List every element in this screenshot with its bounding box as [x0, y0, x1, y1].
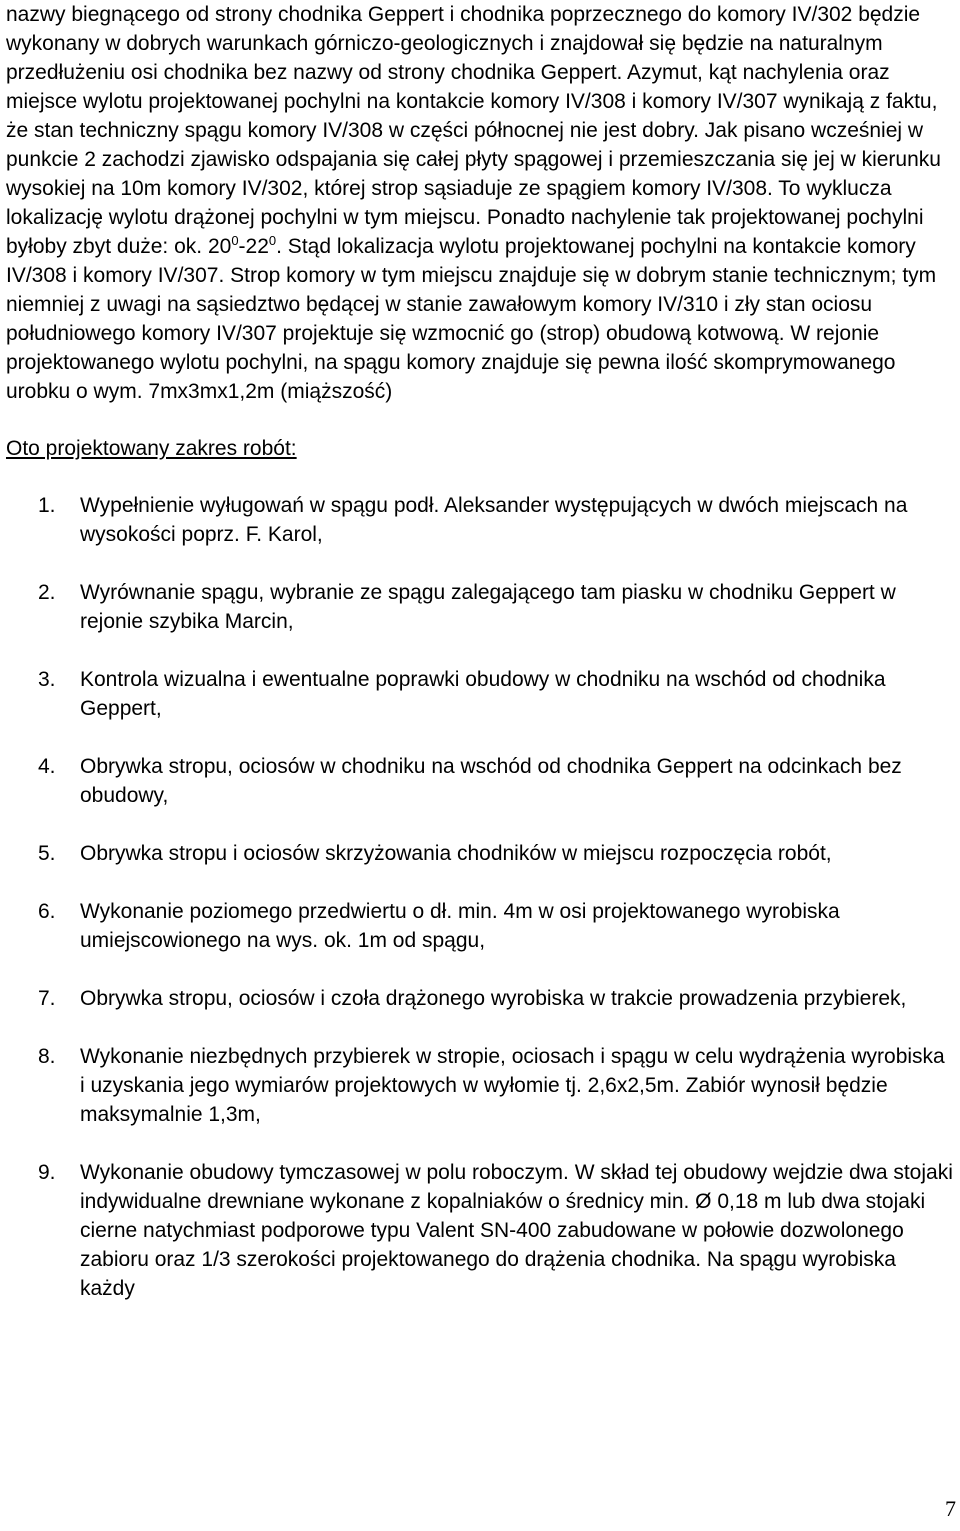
- list-item: [6, 839, 954, 868]
- list-item: [6, 1158, 954, 1303]
- list-item-text: Wyrównanie spągu, wybranie ze spągu zalegającego tam piasku w chodniku Geppert w rejonie szybika Marcin,: [80, 581, 896, 633]
- intro-text-3: . Stąd lokalizacja wylotu projektowanej pochylni na kontakcie komory IV/308 i komory IV/307. Strop komory w tym miejscu znajduje się w dobrym stanie technicznym; tym niemniej z uwagi na sąsiedztwo będącej w stanie zawałowym komory IV/310 i zły stan ociosu południowego komory IV/307 projektuje się wzmocnić go (strop) obudową kotwową. W rejonie projektowanego wylotu pochylni, na spągu komory znajduje się pewna ilość skomprymowanego urobku o wym. 7mx3mx1,2m (miąższość): [6, 235, 937, 403]
- list-item-text: Wykonanie poziomego przedwiertu o dł. min. 4m w osi projektowanego wyrobiska umiejscowionego na wys. ok. 1m od spągu,: [80, 900, 840, 952]
- page-number: 7: [945, 1496, 956, 1521]
- list-item-number: 9.: [38, 1161, 56, 1184]
- list-item-text: Wypełnienie wyługowań w spągu podł. Aleksander występujących w dwóch miejscach na wysokości poprz. F. Karol,: [80, 494, 908, 546]
- list-item: [6, 984, 954, 1013]
- list-item-number: 6.: [38, 900, 56, 923]
- intro-text-1: nazwy biegnącego od strony chodnika Geppert i chodnika poprzecznego do komory IV/302 będzie wykonany w dobrych warunkach górniczo-geologicznych i znajdował się będzie na naturalnym przedłużeniu osi chodnika bez nazwy od strony chodnika Geppert. Azymut, kąt nachylenia oraz miejsce wylotu projektowanej pochylni na kontakcie komory IV/308 i komory IV/307 wynikają z faktu, że stan techniczny spągu komory IV/308 w części północnej nie jest dobry. Jak pisano wcześniej w punkcie 2 zachodzi zjawisko odspajania się całej płyty spągowej i przemieszczania się jej w kierunku wysokiej na 10m komory IV/302, której strop sąsiaduje ze spągiem komory IV/308. To wyklucza lokalizację wylotu drążonej pochylni w tym miejscu. Ponadto nachylenie tak projektowanej pochylni byłoby zbyt duże: ok. 20: [6, 3, 941, 258]
- document-page: [6, 0, 954, 1332]
- list-item-number: 7.: [38, 987, 56, 1010]
- list-item: [6, 897, 954, 955]
- list-item-number: 4.: [38, 755, 56, 778]
- list-item-text: Obrywka stropu, ociosów w chodniku na wschód od chodnika Geppert na odcinkach bez obudowy,: [80, 755, 902, 807]
- list-item: [6, 752, 954, 810]
- list-item-text: Obrywka stropu, ociosów i czoła drążonego wyrobiska w trakcie prowadzenia przybierek,: [80, 987, 907, 1010]
- list-item: [6, 491, 954, 549]
- list-item-text: Wykonanie obudowy tymczasowej w polu roboczym. W skład tej obudowy wejdzie dwa stojaki indywidualne drewniane wykonane z kopalniaków o średnicy min. Ø 0,18 m lub dwa stojaki cierne natychmiast podporowe typu Valent SN-400 zabudowane w połowie dozwolonego zabioru oraz 1/3 szerokości projektowanego do drążenia chodnika. Na spągu wyrobiska każdy: [80, 1161, 953, 1300]
- intro-text-2: -22: [238, 235, 269, 258]
- list-item-number: 2.: [38, 581, 56, 604]
- superscript-degree-1: 0: [231, 233, 239, 248]
- section-heading: Oto projektowany zakres robót:: [6, 437, 297, 460]
- list-item-text: Kontrola wizualna i ewentualne poprawki obudowy w chodniku na wschód od chodnika Geppert,: [80, 668, 886, 720]
- list-item: [6, 1042, 954, 1129]
- list-item-number: 8.: [38, 1045, 56, 1068]
- list-item: [6, 665, 954, 723]
- list-item-text: Wykonanie niezbędnych przybierek w stropie, ociosach i spągu w celu wydrążenia wyrobiska i uzyskania jego wymiarów projektowych w wyłomie tj. 2,6x2,5m. Zabiór wynosił będzie maksymalnie 1,3m,: [80, 1045, 945, 1126]
- list-item-text: Obrywka stropu i ociosów skrzyżowania chodników w miejscu rozpoczęcia robót,: [80, 842, 832, 865]
- task-list: [6, 491, 954, 1303]
- intro-paragraph: [6, 0, 954, 406]
- superscript-degree-2: 0: [268, 233, 277, 248]
- list-item: [6, 578, 954, 636]
- list-item-number: 1.: [38, 494, 56, 517]
- list-item-number: 5.: [38, 842, 56, 865]
- list-item-number: 3.: [38, 668, 56, 691]
